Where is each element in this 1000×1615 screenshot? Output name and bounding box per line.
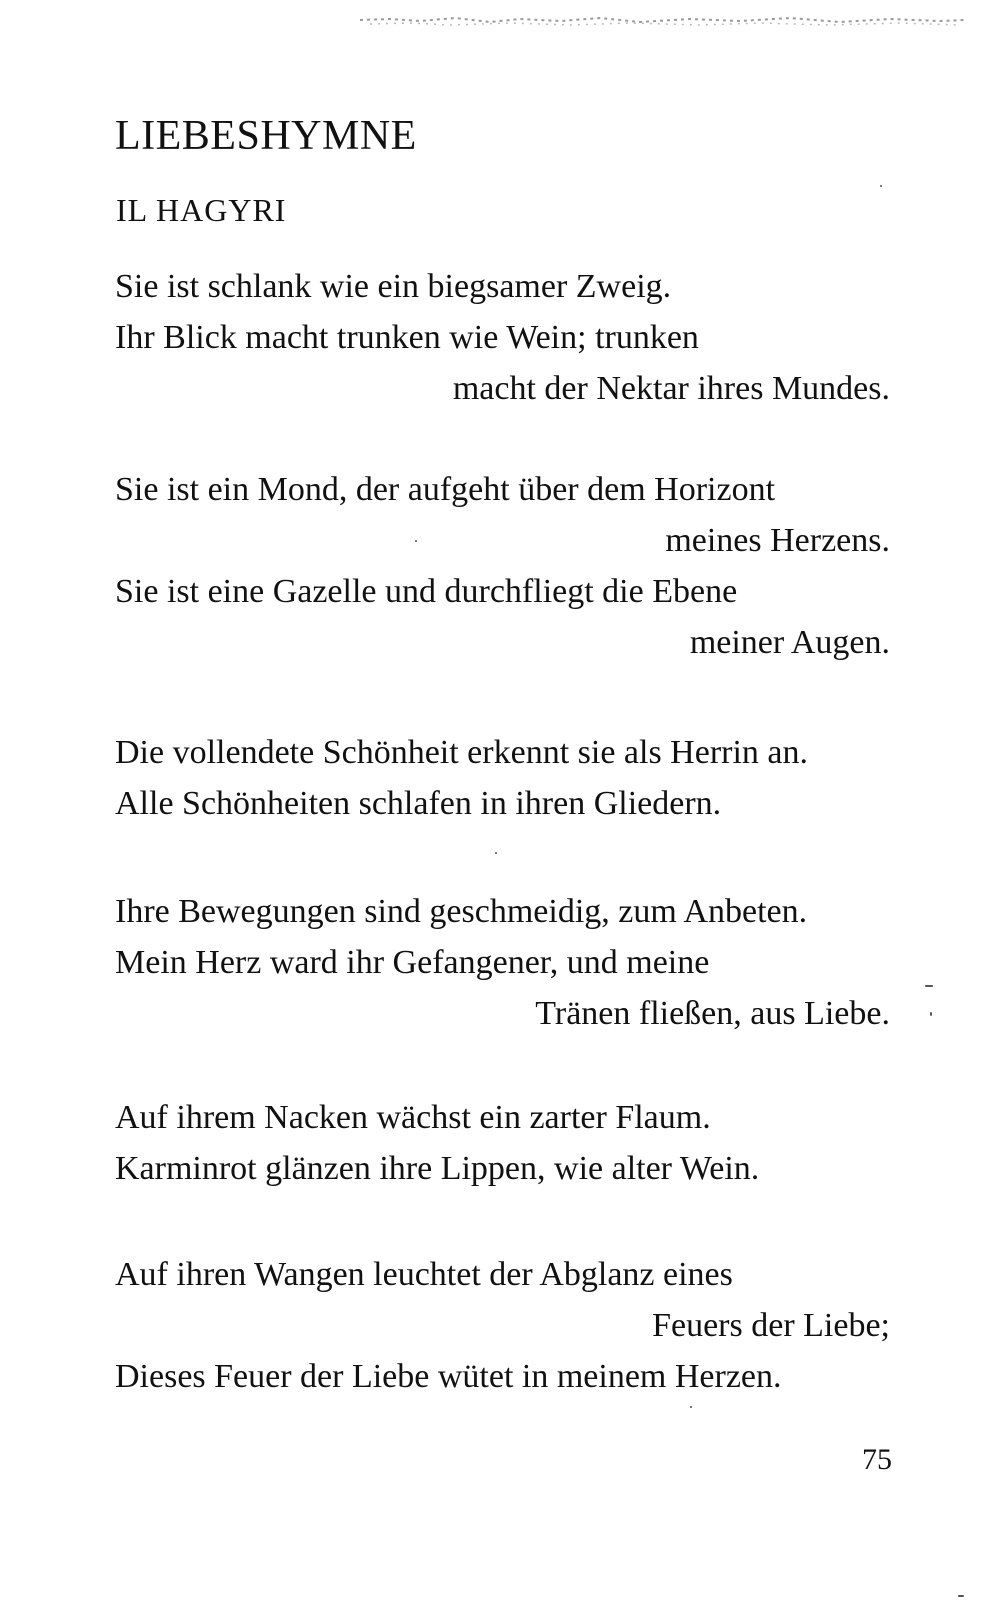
scan-speck [930, 1012, 932, 1016]
poem-line: Sie ist ein Mond, der aufgeht über dem Horizont [115, 471, 776, 508]
poem-title: LIEBESHYMNE [115, 113, 417, 159]
scan-speck [495, 852, 497, 854]
poem-line: meines Herzens. [665, 522, 890, 559]
poem-line: Die vollendete Schönheit erkennt sie als Herrin an. [115, 734, 808, 771]
poem-line: Mein Herz ward ihr Gefangener, und meine [115, 944, 710, 981]
poem-line: Ihre Bewegungen sind geschmeidig, zum Anbeten. [115, 893, 808, 930]
poem-line: meiner Augen. [689, 624, 890, 661]
poem-line: Karminrot glänzen ihre Lippen, wie alter Wein. [115, 1150, 760, 1187]
scan-artifact [360, 10, 970, 34]
poem-author: IL HAGYRI [116, 192, 287, 228]
poem-line: Auf ihrem Nacken wächst ein zarter Flaum. [115, 1099, 711, 1136]
poem-line: macht der Nektar ihres Mundes. [452, 370, 890, 407]
poem-line: Dieses Feuer der Liebe wütet in meinem Herzen. [115, 1358, 782, 1395]
poem-line: Sie ist schlank wie ein biegsamer Zweig. [115, 268, 672, 305]
poem-line: Feuers der Liebe; [652, 1307, 890, 1344]
poem-line: Ihr Blick macht trunken wie Wein; trunken [115, 319, 699, 356]
scan-speck [415, 540, 417, 542]
poem-line: Alle Schönheiten schlafen in ihren Gliedern. [115, 785, 722, 822]
scan-speck [690, 1406, 692, 1408]
scan-speck [880, 185, 882, 187]
scan-speck [958, 1595, 964, 1597]
scan-speck [925, 985, 933, 987]
poem-line: Auf ihren Wangen leuchtet der Abglanz eines [115, 1256, 733, 1293]
poem-line: Sie ist eine Gazelle und durchfliegt die Ebene [115, 573, 738, 610]
poem-line: Tränen fließen, aus Liebe. [535, 995, 890, 1032]
page-number: 75 [862, 1443, 892, 1476]
